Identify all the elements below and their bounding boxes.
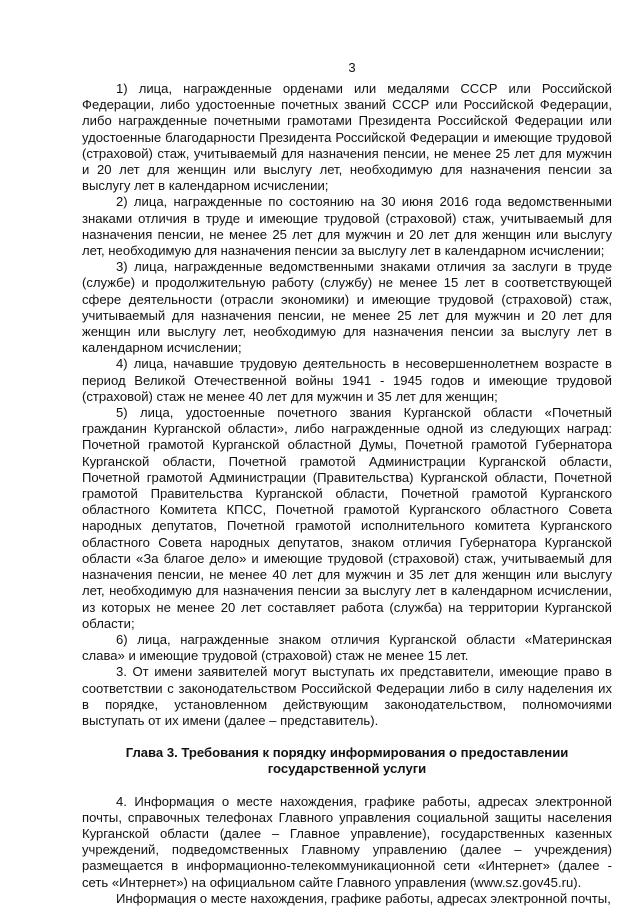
page-number: 3	[348, 60, 356, 75]
paragraph-item-3: 3) лица, награжденные ведомственными знаками отличия за заслуги в труде (службе) и продолжительную работу (службу) не менее 15 лет в соответствующей сфере деятельности (отрасли экономики) и имеющие трудовой (страховой) стаж, учитываемый для назначения пенсии, не менее 25 лет для мужчин и 20 лет для женщин или выслугу лет, необходимую для назначения пенсии за выслугу лет в календарном исчислении;	[82, 259, 612, 356]
document-page	[82, 60, 612, 907]
paragraph-section-3: 3. От имени заявителей могут выступать их представители, имеющие право в соответствии с законодательством Российской Федерации либо в силу наделения их в порядке, установленном действующим законодательством, полномочиями выступать от их имени (далее – представитель).	[82, 664, 612, 728]
chapter-title: Глава 3. Требования к порядку информирования о предоставлении государственной услуги	[125, 745, 569, 777]
paragraph-item-5: 5) лица, удостоенные почетного звания Курганской области «Почетный гражданин Курганской области», либо награжденные одной из следующих наград: Почетной грамотой Курганской областной Думы, Почетной грамотой Губернатора Курганской области, Почетной грамотой Администрации Курганской области, Почетной грамотой Администрации (Правительства) Курганской области, Почетной грамотой Правительства Курганской области, Почетной грамотой Курганского областного Комитета КПСС, Почетной грамотой Курганского областного Совета народных депутатов, Почетной грамотой исполнительного комитета Курганского областного Совета народных депутатов, знаком отличия Губернатора Курганской области «За благое дело» и имеющие трудовой (страховой) стаж, учитываемый для назначения пенсии, не менее 40 лет для мужчин и 35 лет для женщин или выслугу лет, необходимую для назначения пенсии за выслугу лет в календарном исчислении, из которых не менее 20 лет составляет работа (служба) на территории Курганской области;	[82, 405, 612, 631]
paragraph-item-4: 4) лица, начавшие трудовую деятельность в несовершеннолетнем возрасте в период Великой Отечественной войны 1941 - 1945 годов и имеющие трудовой (страховой) стаж не менее 40 лет для мужчин и 35 лет для женщин;	[82, 356, 612, 404]
paragraph-item-6: 6) лица, награжденные знаком отличия Курганской области «Материнская слава» и имеющие трудовой (страховой) стаж не менее 15 лет.	[82, 631, 612, 664]
paragraph-item-1: 1) лица, награжденные орденами или медалями СССР или Российской Федерации, либо удостоенные почетных званий СССР или Российской Федерации, либо награжденные почетными грамотами Президента Российской Федерации или удостоенные благодарности Президента Российской Федерации и имеющие трудовой (страховой) стаж, учитываемый для назначения пенсии, не менее 25 лет для мужчин и 20 лет для женщин или выслугу лет, необходимую для назначения пенсии за выслугу лет в календарном исчислении;	[82, 81, 612, 194]
paragraph-item-2: 2) лица, награжденные по состоянию на 30 июня 2016 года ведомственными знаками отличия в труде и имеющие трудовой (страховой) стаж, учитываемый для назначения пенсии, не менее 25 лет для мужчин и 20 лет для женщин или выслугу лет, необходимую для назначения пенсии за выслугу лет в календарном исчислении;	[82, 194, 612, 259]
paragraph-continuation: Информация о месте нахождения, графике работы, адресах электронной почты,	[116, 890, 611, 906]
paragraph-section-4: 4. Информация о месте нахождения, графике работы, адресах электронной почты, справочных телефонах Главного управления социальной защиты населения Курганской области (далее – Главное управление), государственных казенных учреждений, подведомственных Главному управлению (далее – учреждения) размещается в информационно-телекоммуникационной сети «Интернет» (далее - сеть «Интернет») на официальном сайте Главного управления (www.sz.gov45.ru).	[82, 793, 612, 890]
